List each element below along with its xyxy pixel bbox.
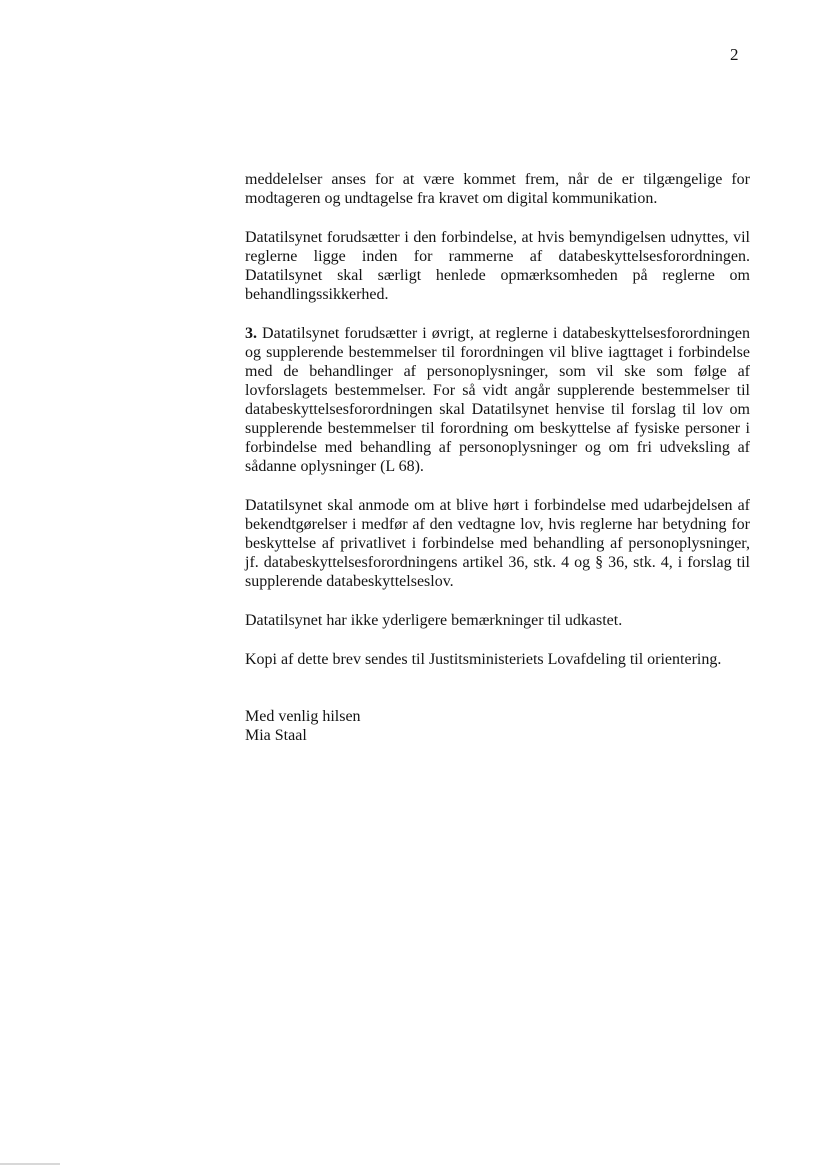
paragraph-continuation: meddelelser anses for at være kommet frem, når de er tilgængelige for modtageren og undtagelse fra kravet om digital kommunikation. — [245, 171, 750, 207]
letter-body — [245, 170, 750, 745]
paragraph-hearing-request: Datatilsynet skal anmode om at blive hørt i forbindelse med udarbejdelsen af bekendtgørelser i medfør af den vedtagne lov, hvis reglerne har betydning for beskyttelse af privatlivet i forbindelse med behandling af personoplysninger, jf. databeskyttelsesforordningens artikel 36, stk. 4 og § 36, stk. 4, i forslag til supplerende databeskyttelseslov. — [245, 497, 750, 590]
closing-greeting: Med venlig hilsen — [245, 708, 361, 725]
scan-edge-mark — [0, 1163, 60, 1165]
paragraph-copy-notice: Kopi af dette brev sendes til Justitsministeriets Lovafdeling til orientering. — [245, 651, 722, 668]
signatory-name: Mia Staal — [245, 727, 307, 744]
paragraph-no-further-remarks: Datatilsynet har ikke yderligere bemærkninger til udkastet. — [245, 612, 623, 629]
section-3-text: Datatilsynet forudsætter i øvrigt, at reglerne i databeskyttelsesforordningen og supplerende bestemmelser til forordningen vil blive iagttaget i forbindelse med de behandlinger af personoplysninger, som vil ske som følge af lovforslagets bestemmelser. For så vidt angår supplerende bestemmelser til databeskyttelsesforordningen skal Datatilsynet henvise til forslag til lov om supplerende bestemmelser til forordning om beskyttelse af fysiske personer i forbindelse med behandling af personoplysninger og om fri udveksling af sådanne oplysninger (L 68). — [245, 325, 750, 475]
page-number: 2 — [730, 45, 739, 64]
section-number: 3. — [245, 325, 257, 342]
paragraph-section-3 — [245, 324, 750, 476]
closing-block — [245, 707, 750, 745]
paragraph-authorization: Datatilsynet forudsætter i den forbindelse, at hvis bemyndigelsen udnyttes, vil reglerne ligge inden for rammerne af databeskyttelsesforordningen. Datatilsynet skal særligt henlede opmærksomheden på reglerne om behandlingssikkerhed. — [245, 229, 750, 303]
